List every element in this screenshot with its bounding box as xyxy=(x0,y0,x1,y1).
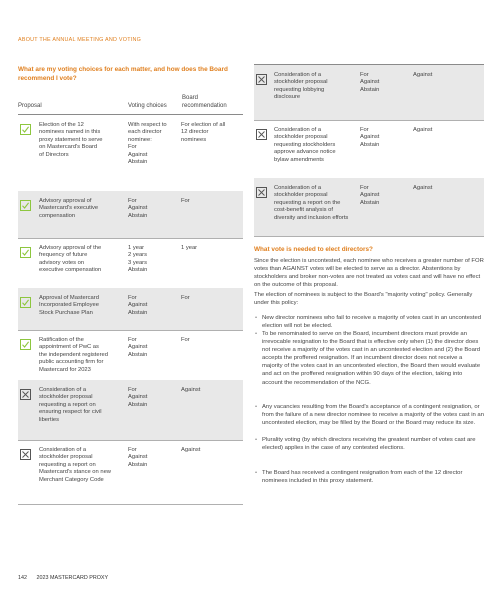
bullet-text: To be renominated to serve on the Board, incumbent directors must provide an irrevocable resignation to the Board that is effective only when (1) the director does not receive a majority of the votes cast in an uncontested election and (2) the Board accepts the proffered resignation. If an incumbent director does not receive a majority of the votes cast in an uncontested election, the Board then would evaluate and act on the proffered resignation within 90 days of the election, taking into account the recommendation of the NCG. xyxy=(262,331,481,386)
board-recommendation-text: For xyxy=(181,198,190,204)
policy-bullet xyxy=(255,314,484,330)
policy-bullet xyxy=(255,330,484,387)
election-paragraph: Since the election is uncontested, each nominee who receives a greater number of FOR votes than AGAINST votes will be elected to serve as a director. Abstentions by stockholders and broker non-votes are not treated as votes cast and will have no effect on the outcome of this proposal. xyxy=(254,258,484,289)
voting-choices-text: For Against Abstain xyxy=(128,198,148,219)
table-row xyxy=(18,191,243,238)
x-mark-icon xyxy=(20,449,31,460)
table-row xyxy=(254,178,484,236)
proposal-text: Consideration of a stockholder proposal requesting lobbying disclosure xyxy=(274,72,328,101)
col-header-voting-choices: Voting choices xyxy=(128,103,167,109)
bullet-dot-icon: • xyxy=(255,437,258,443)
proposal-text: Advisory approval of Mastercard's executive compensation xyxy=(39,198,99,219)
voting-choices-text: With respect to each director nominee: For Against Abstain xyxy=(128,122,167,166)
proposal-text: Consideration of a stockholder proposal requesting stockholders approve advance notice bylaw amendments xyxy=(274,127,336,163)
board-recommendation-text: 1 year xyxy=(181,245,198,251)
policy-bullet xyxy=(255,469,484,485)
policy-bullet xyxy=(255,436,484,452)
table-row xyxy=(254,120,484,178)
vote-needed-question: What vote is needed to elect directors? xyxy=(254,246,373,253)
voting-choices-text: For Against Abstain xyxy=(360,185,380,206)
voting-choices-text: For Against Abstain xyxy=(360,72,380,93)
board-recommendation-text: For xyxy=(181,337,190,343)
table-row xyxy=(254,65,484,120)
board-recommendation-text: Against xyxy=(413,185,433,191)
x-mark-icon xyxy=(256,74,267,85)
bullet-text: Plurality voting (by which directors receiving the greatest number of votes cast are elected) applies in the case of any contested elections. xyxy=(262,437,476,452)
voting-choices-text: 1 year 2 years 3 years Abstain xyxy=(128,245,148,274)
bullet-text: New director nominees who fail to receive a majority of votes cast in an uncontested election will not be elected. xyxy=(262,315,482,330)
proposal-text: Consideration of a stockholder proposal requesting a report on the cost-benefit analysis of diversity and inclusion efforts xyxy=(274,185,349,221)
bullet-dot-icon: • xyxy=(255,470,258,476)
table-row xyxy=(18,238,243,288)
voting-choices-text: For Against Abstain xyxy=(128,295,148,316)
page-number: 142 xyxy=(18,575,27,581)
board-recommendation-text: Against xyxy=(181,387,201,393)
table-row xyxy=(18,115,243,191)
proposal-text: Consideration of a stockholder proposal requesting a report on ensuring respect for civil liberties xyxy=(39,387,102,423)
voting-choices-question: What are my voting choices for each matter, and how does the Board recommend I vote? xyxy=(18,66,228,82)
proposal-text: Ratification of the appointment of PwC as the independent registered public accounting firm for Mastercard for 2023 xyxy=(39,337,108,373)
checkmark-icon xyxy=(20,200,31,211)
x-mark-icon xyxy=(20,389,31,400)
col-header-proposal: Proposal xyxy=(18,103,42,109)
row-divider xyxy=(18,504,243,505)
board-recommendation-text: For election of all 12 director nominees xyxy=(181,122,226,143)
policy-bullet xyxy=(255,403,484,427)
voting-choices-text: For Against Abstain xyxy=(360,127,380,148)
proposal-text: Advisory approval of the frequency of future advisory votes on executive compensation xyxy=(39,245,102,274)
board-recommendation-text: Against xyxy=(181,447,201,453)
bullet-dot-icon: • xyxy=(255,331,258,337)
proposal-text: Consideration of a stockholder proposal requesting a report on Mastercard's stance on new Merchant Category Code xyxy=(39,447,111,483)
majority-voting-paragraph: The election of nominees is subject to the Board's "majority voting" policy. Generally under this policy: xyxy=(254,292,473,307)
bullet-text: Any vacancies resulting from the Board's acceptance of a contingent resignation, or from the failure of a new director nominee to receive a majority of the votes cast in an uncontested election, may be filled by the Board or the Board may reduce its size. xyxy=(262,404,484,427)
table-row xyxy=(18,288,243,330)
bullet-dot-icon: • xyxy=(255,404,258,410)
bullet-text: The Board has received a contingent resignation from each of the 12 director nominees included in this proxy statement. xyxy=(262,470,463,485)
page-footer xyxy=(18,575,108,581)
row-divider xyxy=(254,236,484,237)
col-header-board-rec: Board recommendation xyxy=(182,95,227,109)
bullet-dot-icon: • xyxy=(255,315,258,321)
checkmark-icon xyxy=(20,124,31,135)
voting-choices-text: For Against Abstain xyxy=(128,337,148,358)
board-recommendation-text: For xyxy=(181,295,190,301)
x-mark-icon xyxy=(256,129,267,140)
board-recommendation-text: Against xyxy=(413,72,433,78)
voting-choices-text: For Against Abstain xyxy=(128,447,148,468)
proposal-text: Election of the 12 nominees named in this proxy statement to serve on Mastercard's Board of Directors xyxy=(39,122,103,158)
proposal-text: Approval of Mastercard Incorporated Employee Stock Purchase Plan xyxy=(39,295,99,316)
checkmark-icon xyxy=(20,339,31,350)
voting-choices-text: For Against Abstain xyxy=(128,387,148,408)
x-mark-icon xyxy=(256,187,267,198)
table-row xyxy=(18,380,243,440)
footer-title: 2023 MASTERCARD PROXY xyxy=(36,575,109,581)
checkmark-icon xyxy=(20,247,31,258)
table-row xyxy=(18,440,243,504)
board-recommendation-text: Against xyxy=(413,127,433,133)
section-header: ABOUT THE ANNUAL MEETING AND VOTING xyxy=(18,37,142,43)
checkmark-icon xyxy=(20,297,31,308)
table-row xyxy=(18,330,243,380)
